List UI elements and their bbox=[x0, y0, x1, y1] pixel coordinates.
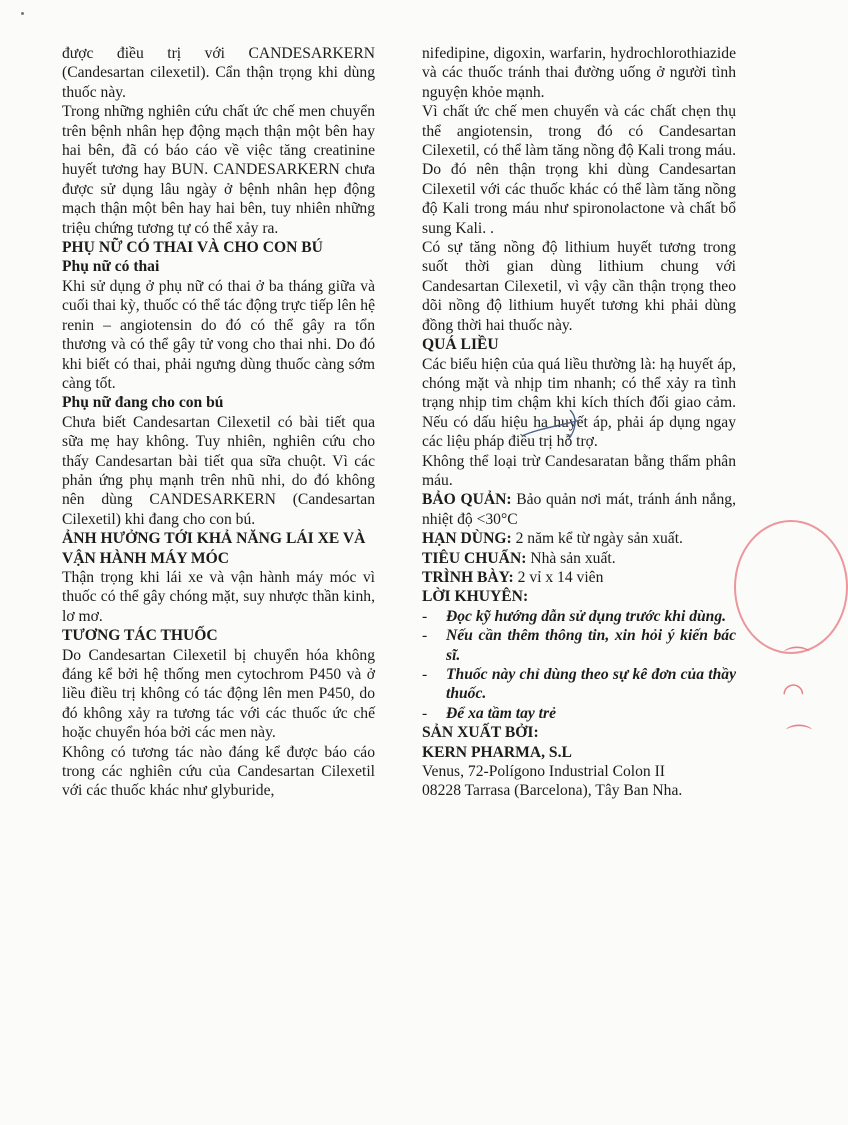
expiry-label: HẠN DÙNG: bbox=[422, 530, 512, 548]
standard-line bbox=[422, 549, 736, 568]
storage-value: Bảo quản nơi mát, tránh ánh nắng, nhiệt độ <30°C bbox=[422, 491, 736, 528]
advice-dash: - bbox=[422, 704, 428, 722]
manufacturer-heading: SẢN XUẤT BỞI: bbox=[422, 724, 539, 742]
pregnant-paragraph: Khi sử dụng ở phụ nữ có thai ở ba tháng giữa và cuối thai kỳ, thuốc có thể tác động trực tiếp lên hệ renin – angiotensin do đó có thể gây ra tổn thương và có thể gây tử vong cho thai nhi. Do đó khi biết có thai, phải ngưng dùng thuốc càng sớm càng tốt. bbox=[62, 277, 375, 392]
advice-dash: - bbox=[422, 627, 428, 645]
pack-line bbox=[422, 568, 736, 587]
pack-label: TRÌNH BÀY: bbox=[422, 568, 514, 586]
pack-value: 2 vỉ x 14 viên bbox=[513, 568, 604, 586]
pregnant-subheading: Phụ nữ có thai bbox=[62, 258, 160, 276]
stamp-marks-icon: ⌒ ◠ ⌒ bbox=[782, 646, 813, 753]
storage-label: BẢO QUẢN: bbox=[422, 491, 512, 509]
expiry-line bbox=[422, 529, 736, 548]
standard-value: Nhà sản xuất. bbox=[526, 549, 616, 567]
driving-heading: ẢNH HƯỞNG TỚI KHẢ NĂNG LÁI XE VÀ VẬN HÀNH MÁY MÓC bbox=[62, 530, 366, 567]
advice-heading: LỜI KHUYÊN: bbox=[422, 588, 529, 606]
overdose-heading: QUÁ LIỀU bbox=[422, 336, 499, 354]
lithium-paragraph: Có sự tăng nồng độ lithium huyết tương trong suốt thời gian dùng lithium chung với Candesartan Cilexetil, vì vậy cần thận trọng theo dõi nồng độ lithium huyết tương khi phải dùng đồng thời hai thuốc này. bbox=[422, 239, 736, 334]
advice-item: - Đọc kỹ hướng dẫn sử dụng trước khi dùng. bbox=[422, 607, 727, 625]
advice-item: - Thuốc này chỉ dùng theo sự kê đơn của thầy thuốc. bbox=[422, 666, 736, 703]
interaction-paragraph-2: Không có tương tác nào đáng kể được báo cáo trong các nghiên cứu của Candesartan Cilexetil với các thuốc khác như glyburide, bbox=[62, 743, 375, 800]
interaction-paragraph-1: Do Candesartan Cilexetil bị chuyển hóa không đáng kể bởi hệ thống men cytochrom P450 và ở liều điều trị không có tác động lên men P450, do đó không xảy ra tương tác với các thuốc ức chế hoặc chuyển hóa bởi các men này. bbox=[62, 646, 375, 742]
pregnancy-heading: PHỤ NỮ CÓ THAI VÀ CHO CON BÚ bbox=[62, 239, 323, 257]
pen-scribble-icon bbox=[520, 406, 610, 446]
company-stamp-icon bbox=[734, 520, 848, 654]
advice-dash: - bbox=[422, 607, 428, 625]
overdose-paragraph-1: Các biểu hiện của quá liều thường là: hạ huyết áp, chóng mặt và nhịp tim nhanh; có thể xảy ra tình trạng nhịp tim chậm khi kích thích đối giao cảm. Nếu có dấu hiệu hạ huyết áp, phải áp dụng ngay các liệu pháp điều trị hỗ trợ. bbox=[422, 355, 736, 451]
interaction-continued-paragraph: nifedipine, digoxin, warfarin, hydrochlorothiazide và các thuốc tránh thai đường uống ở người tình nguyện khỏe mạnh. bbox=[422, 45, 736, 101]
left-column bbox=[62, 44, 375, 801]
manufacturer-address-2: 08228 Tarrasa (Barcelona), Tây Ban Nha. bbox=[422, 782, 683, 800]
scan-dot bbox=[21, 12, 24, 15]
interaction-heading: TƯƠNG TÁC THUỐC bbox=[62, 627, 218, 645]
advice-dash: - bbox=[422, 666, 428, 683]
renal-paragraph: Trong những nghiên cứu chất ức chế men chuyển trên bệnh nhân hẹp động mạch thận một bên hay hai bên, đã có báo cáo về việc tăng creatinine huyết tương hay BUN. CANDESARKERN chưa được sử dụng lâu ngày ở bệnh nhân hẹp động mạch thận một bên hay hai bên, tuy nhiên những triệu chứng tương tự có thể xảy ra. bbox=[62, 103, 375, 237]
potassium-paragraph: Vì chất ức chế men chuyển và các chất chẹn thụ thể angiotensin, trong đó có Candesartan Cilexetil, có thể làm tăng nồng độ Kali trong máu. Do đó nên thận trọng khi dùng Candesartan Cilexetil với các thuốc khác có thể làm tăng nồng độ Kali trong máu như spironolactone và chất bổ sung Kali. . bbox=[422, 103, 736, 237]
manufacturer-name: KERN PHARMA, S.L bbox=[422, 743, 572, 761]
driving-paragraph: Thận trọng khi lái xe và vận hành máy móc vì thuốc có thể gây chóng mặt, suy nhược thần kinh, lơ mơ. bbox=[62, 568, 375, 625]
advice-item: - Nếu cần thêm thông tin, xin hỏi ý kiến bác sĩ. bbox=[422, 627, 736, 664]
expiry-value: 2 năm kể từ ngày sản xuất. bbox=[511, 530, 683, 548]
overdose-paragraph-2: Không thể loại trừ Candesaratan bằng thẩm phân máu. bbox=[422, 452, 736, 489]
storage-line bbox=[422, 490, 736, 529]
advice-item: - Để xa tầm tay trẻ bbox=[422, 704, 557, 722]
standard-label: TIÊU CHUẨN: bbox=[422, 549, 527, 567]
advice-list bbox=[422, 607, 736, 723]
manufacturer-address-1: Venus, 72-Polígono Industrial Colon II bbox=[422, 763, 665, 781]
intro-paragraph: được điều trị với CANDESARKERN (Candesartan cilexetil). Cẩn thận trọng khi dùng thuốc này. bbox=[62, 45, 375, 101]
breastfeeding-subheading: Phụ nữ đang cho con bú bbox=[62, 394, 224, 412]
breastfeeding-paragraph: Chưa biết Candesartan Cilexetil có bài tiết qua sữa mẹ hay không. Tuy nhiên, nghiên cứu cho thấy Candesartan bài tiết qua sữa chuột. Vì các phản ứng phụ mạnh trên nhũ nhi, do đó không nên dùng CANDESARKERN (Candesartan Cilexetil) khi đang cho con bú. bbox=[62, 413, 375, 528]
